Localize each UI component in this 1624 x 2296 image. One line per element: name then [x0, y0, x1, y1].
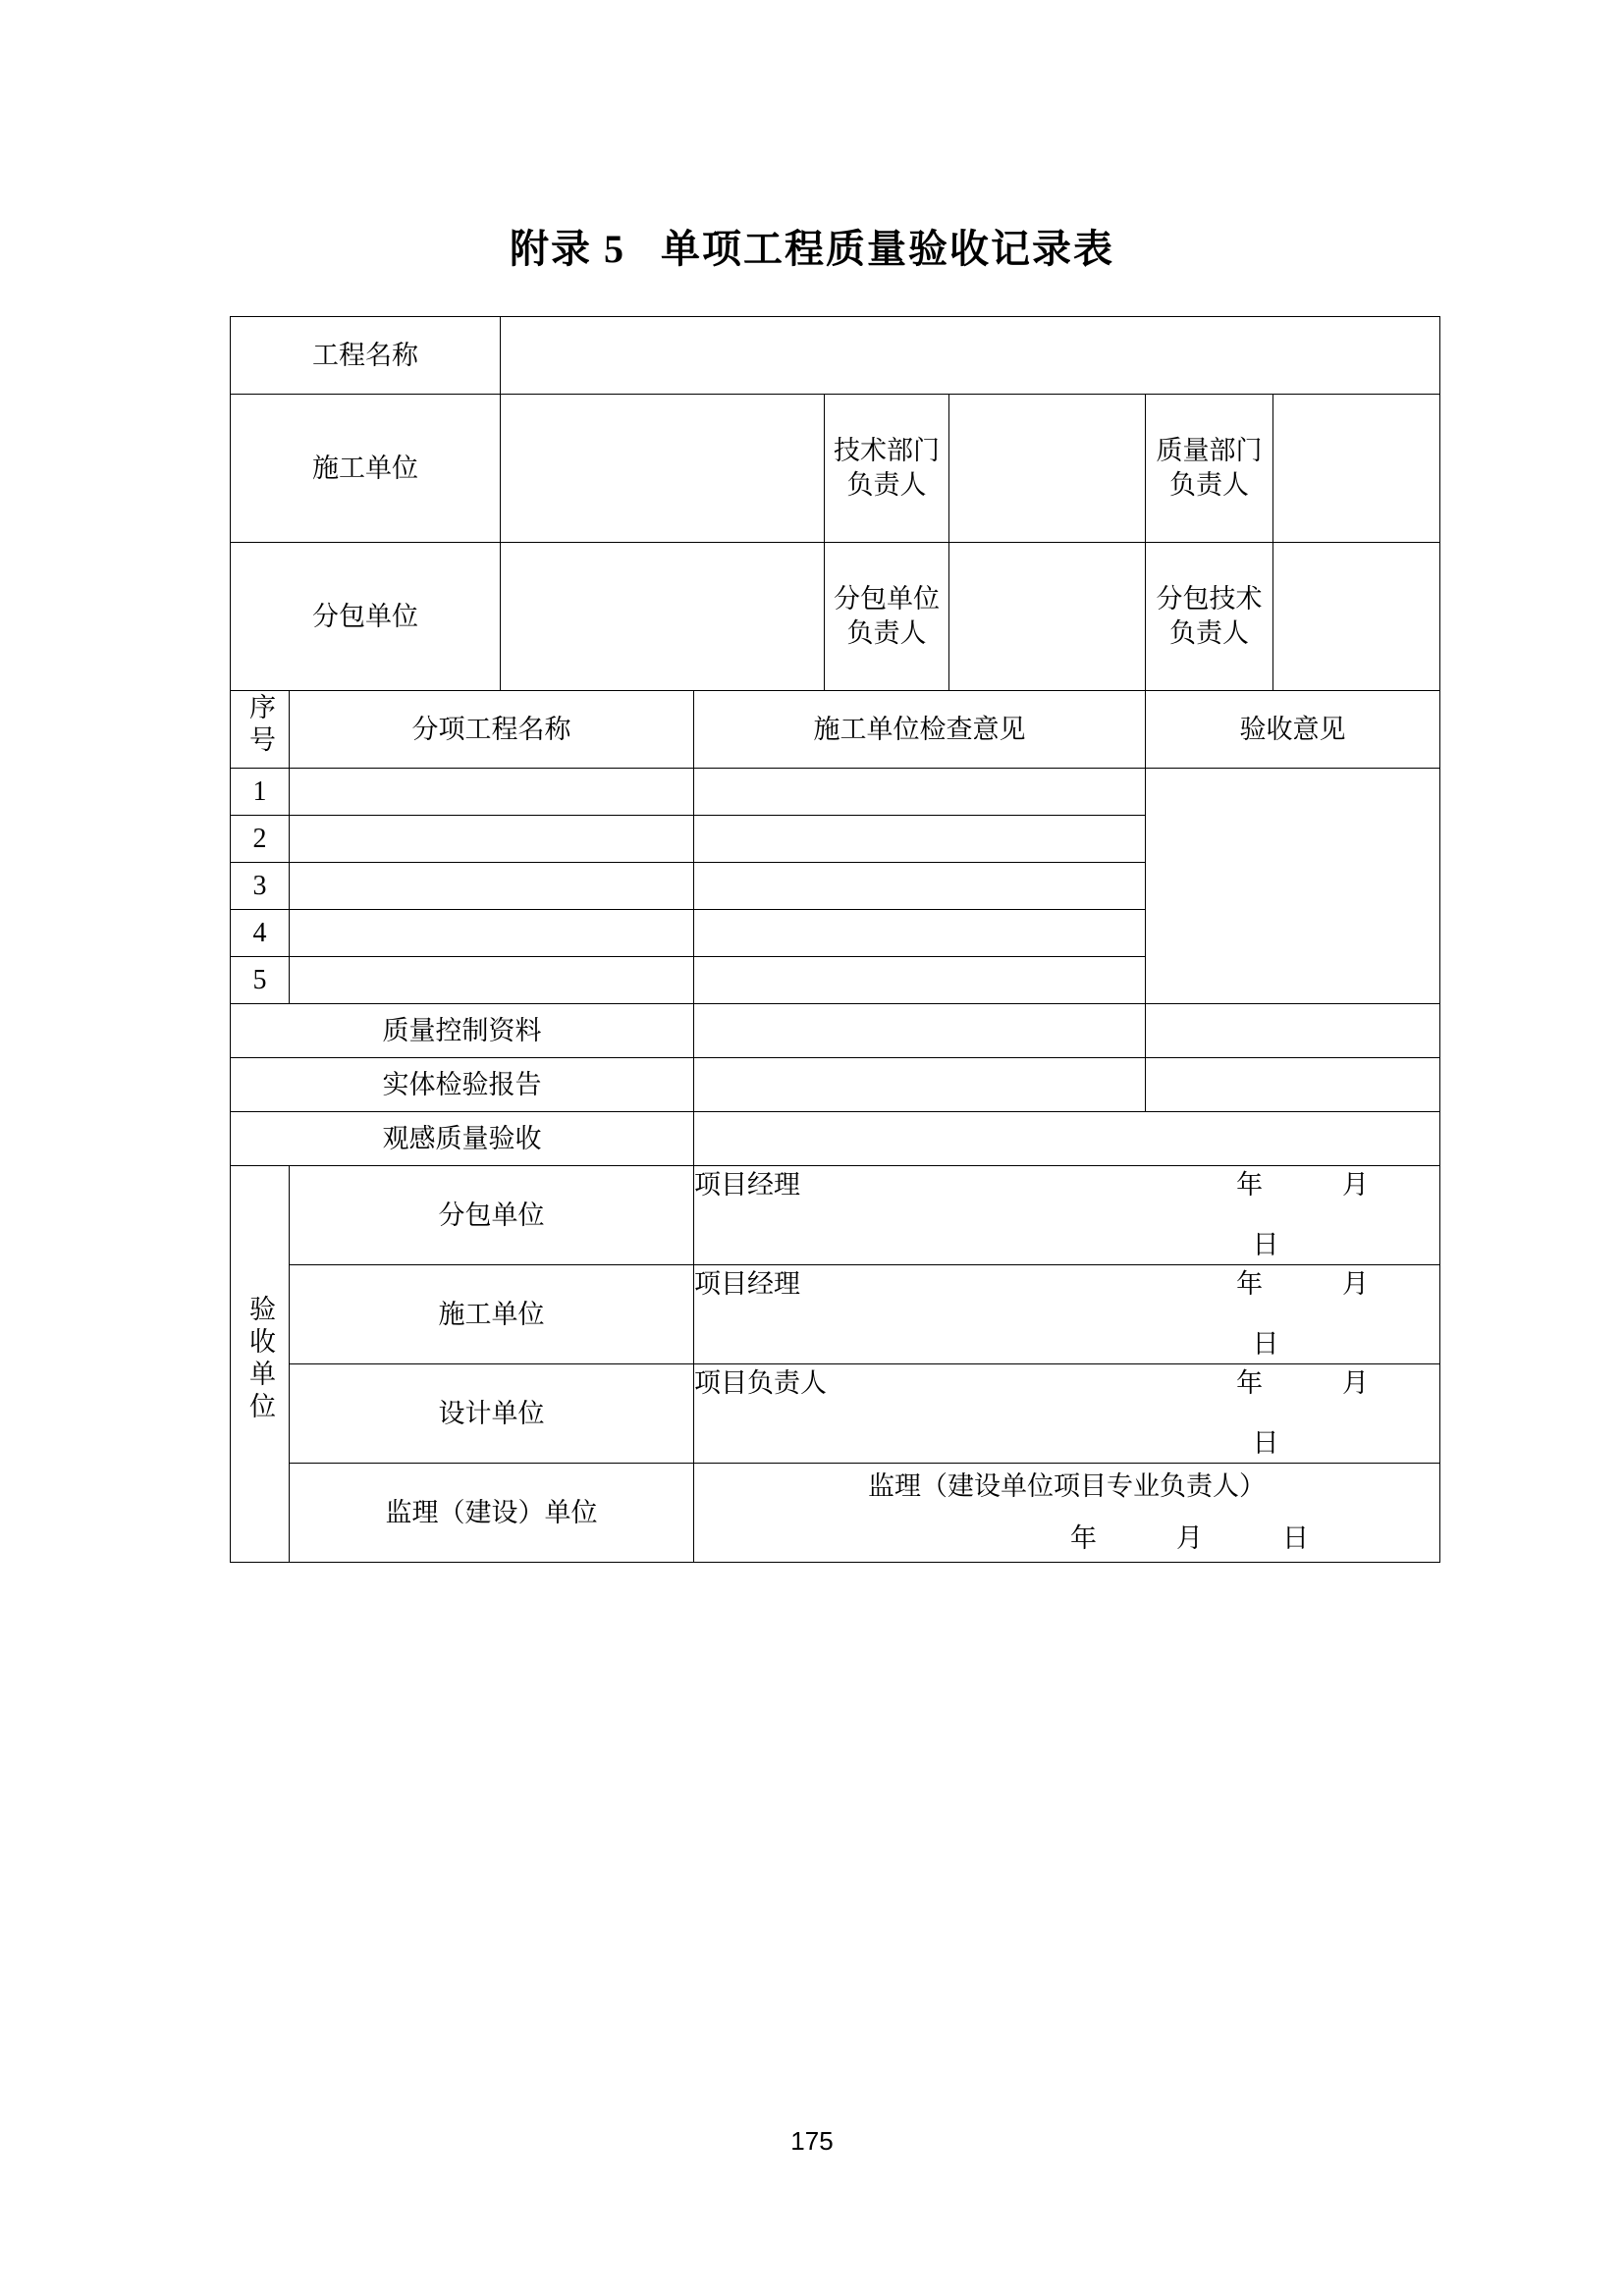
item-acceptance-opinion[interactable]	[1146, 769, 1440, 1004]
acceptance-units-label: 验收单位	[231, 1166, 290, 1563]
item-index: 3	[231, 863, 290, 910]
table-header-row	[231, 691, 1440, 769]
signature-field-subcontractor[interactable]	[694, 1166, 1440, 1265]
table-row-project-name	[231, 317, 1440, 395]
subcontractor-head-label: 分包单位负责人	[825, 543, 949, 691]
item-index: 4	[231, 910, 290, 957]
item-subitem-name[interactable]	[290, 957, 694, 1004]
signature-role-label: 项目经理	[694, 1269, 800, 1300]
signature-role-label: 项目经理	[694, 1170, 800, 1201]
project-name-value[interactable]	[501, 317, 1440, 395]
construction-unit-label: 施工单位	[231, 395, 501, 543]
quality-control-data-label: 质量控制资料	[231, 1004, 694, 1058]
item-subitem-name[interactable]	[290, 910, 694, 957]
signature-role-label: 监理（建设单位项目专业负责人）	[868, 1471, 1267, 1502]
table-row-signature-subcontractor	[231, 1166, 1440, 1265]
item-index: 1	[231, 769, 290, 816]
project-name-label: 工程名称	[231, 317, 501, 395]
quality-control-data-acceptance[interactable]	[1146, 1004, 1440, 1058]
subcontractor-head-value[interactable]	[949, 543, 1146, 691]
header-construction-opinion: 施工单位检查意见	[694, 691, 1146, 769]
table-row-physical-inspection-report	[231, 1058, 1440, 1112]
table-row-visual-quality-acceptance	[231, 1112, 1440, 1166]
quality-dept-head-value[interactable]	[1273, 395, 1440, 543]
header-index: 序号	[231, 691, 290, 769]
item-index: 2	[231, 816, 290, 863]
table-row	[231, 769, 1440, 816]
signature-date-label: 年 月 日	[1070, 1523, 1310, 1553]
item-subitem-name[interactable]	[290, 769, 694, 816]
subcontractor-value[interactable]	[501, 543, 825, 691]
subcontractor-tech-head-value[interactable]	[1273, 543, 1440, 691]
signature-unit-construction: 施工单位	[290, 1265, 694, 1364]
page-number: 175	[790, 2126, 834, 2156]
tech-dept-head-value[interactable]	[949, 395, 1146, 543]
subcontractor-tech-head-label: 分包技术负责人	[1146, 543, 1273, 691]
table-row-signature-design-unit	[231, 1364, 1440, 1464]
subcontractor-label: 分包单位	[231, 543, 501, 691]
visual-quality-acceptance-label: 观感质量验收	[231, 1112, 694, 1166]
physical-inspection-report-acceptance[interactable]	[1146, 1058, 1440, 1112]
table-row-quality-control-data	[231, 1004, 1440, 1058]
header-acceptance-opinion: 验收意见	[1146, 691, 1440, 769]
item-construction-opinion[interactable]	[694, 957, 1146, 1004]
page-title: 附录 5 单项工程质量验收记录表	[510, 227, 1114, 271]
item-subitem-name[interactable]	[290, 863, 694, 910]
table-row-construction-unit	[231, 395, 1440, 543]
signature-field-design[interactable]	[694, 1364, 1440, 1464]
signature-field-construction[interactable]	[694, 1265, 1440, 1364]
item-construction-opinion[interactable]	[694, 769, 1146, 816]
physical-inspection-report-label: 实体检验报告	[231, 1058, 694, 1112]
header-subitem-name: 分项工程名称	[290, 691, 694, 769]
signature-unit-supervision: 监理（建设）单位	[290, 1464, 694, 1563]
visual-quality-acceptance-value[interactable]	[694, 1112, 1440, 1166]
signature-year-month-label: 年 月	[1236, 1368, 1370, 1399]
item-subitem-name[interactable]	[290, 816, 694, 863]
table-row-signature-construction-unit	[231, 1265, 1440, 1364]
quality-acceptance-record-table	[230, 316, 1440, 1563]
quality-dept-head-label: 质量部门负责人	[1146, 395, 1273, 543]
table-row-subcontractor	[231, 543, 1440, 691]
signature-role-label: 项目负责人	[694, 1368, 827, 1399]
construction-unit-value[interactable]	[501, 395, 825, 543]
signature-day-label: 日	[1252, 1329, 1279, 1359]
signature-year-month-label: 年 月	[1236, 1170, 1370, 1201]
quality-control-data-value[interactable]	[694, 1004, 1146, 1058]
signature-field-supervision[interactable]	[694, 1464, 1440, 1563]
item-construction-opinion[interactable]	[694, 816, 1146, 863]
physical-inspection-report-value[interactable]	[694, 1058, 1146, 1112]
signature-day-label: 日	[1252, 1428, 1279, 1458]
item-construction-opinion[interactable]	[694, 910, 1146, 957]
tech-dept-head-label: 技术部门负责人	[825, 395, 949, 543]
signature-year-month-label: 年 月	[1236, 1269, 1370, 1300]
item-index: 5	[231, 957, 290, 1004]
table-row-signature-supervision-unit	[231, 1464, 1440, 1563]
signature-unit-design: 设计单位	[290, 1364, 694, 1464]
item-construction-opinion[interactable]	[694, 863, 1146, 910]
signature-unit-subcontractor: 分包单位	[290, 1166, 694, 1265]
signature-day-label: 日	[1252, 1230, 1279, 1259]
